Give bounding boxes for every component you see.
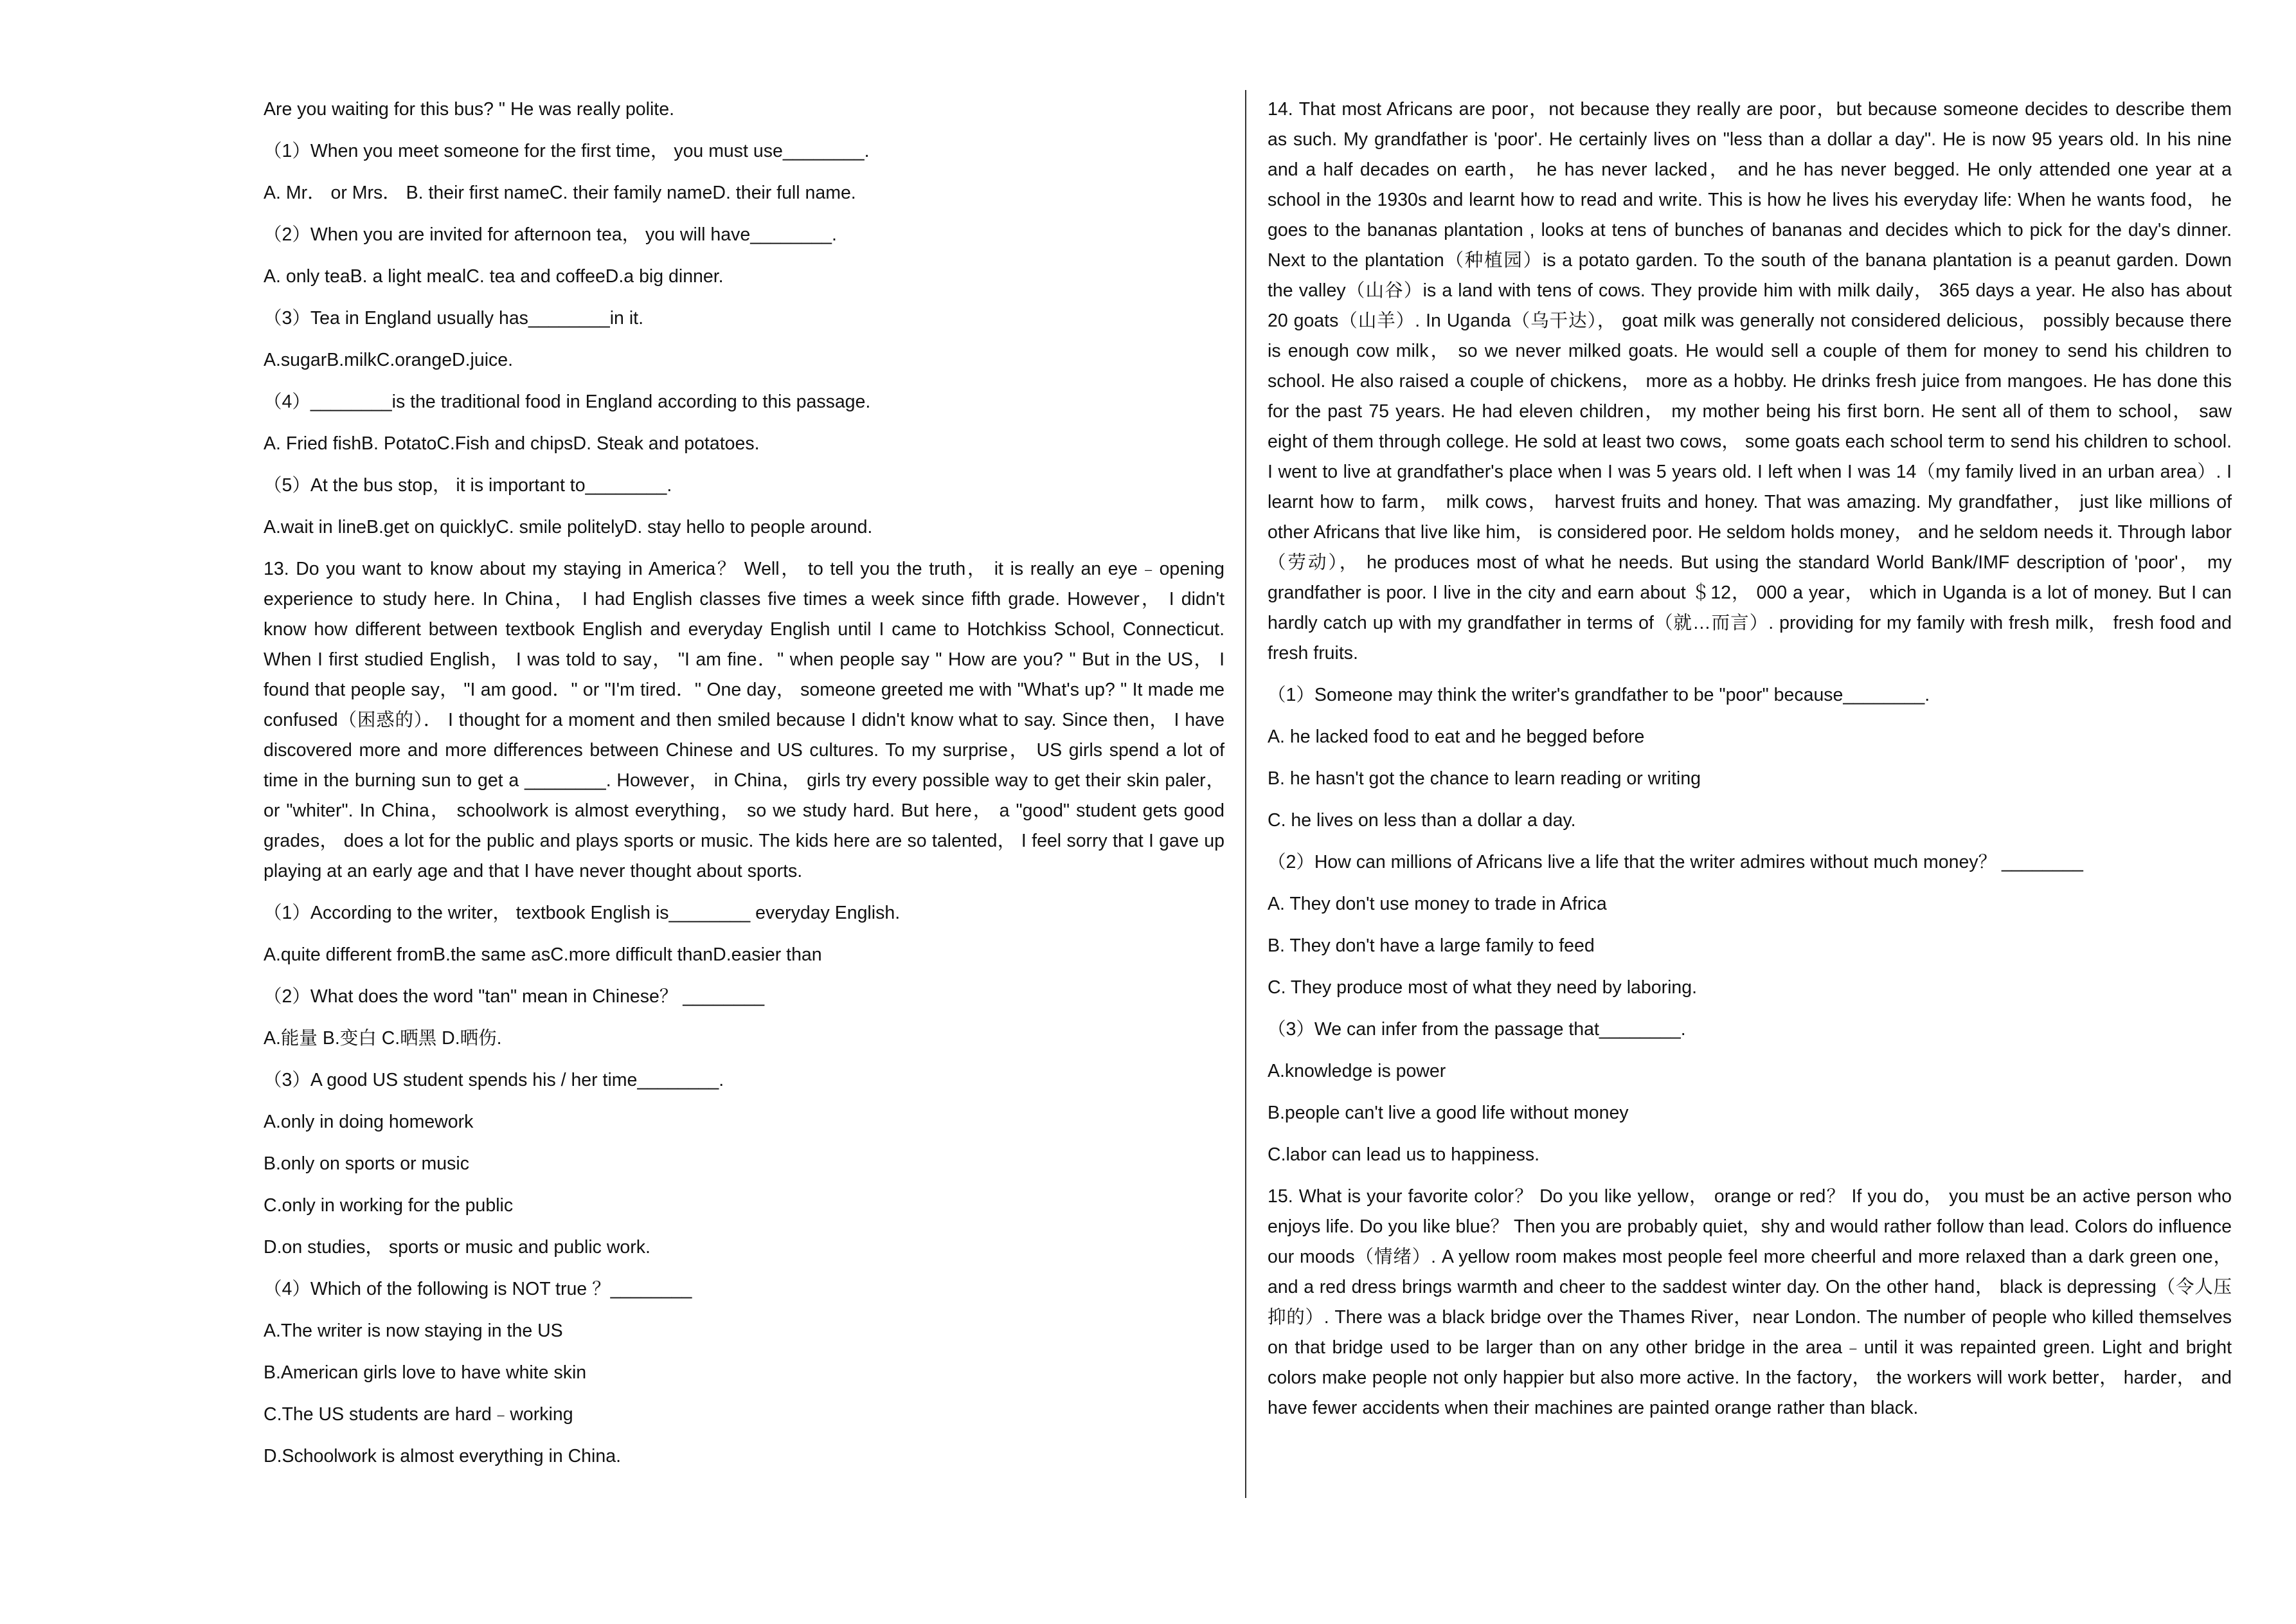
question-13-2: （2）What does the word "tan" mean in Chinese？ ________ <box>264 986 765 1007</box>
column-divider <box>1245 90 1246 1498</box>
options-13-1: A.quite different fromB.the same asC.more difficult thanD.easier than <box>264 944 822 965</box>
options-12-3: A.sugarB.milkC.orangeD.juice. <box>264 350 514 370</box>
option-13-4-b: B.American girls love to have white skin <box>264 1362 587 1383</box>
option-14-3-b: B.people can't live a good life without money <box>1268 1103 1629 1123</box>
options-12-1: A. Mr． or Mrs． B. their first nameC. their family nameD. their full name. <box>264 183 856 203</box>
option-13-4-a: A.The writer is now staying in the US <box>264 1321 563 1341</box>
question-14-3: （3）We can infer from the passage that________. <box>1268 1019 1686 1040</box>
option-13-4-d: D.Schoolwork is almost everything in China. <box>264 1446 621 1466</box>
option-13-4-c: C.The US students are hard﹣working <box>264 1404 573 1425</box>
question-14-2: （2）How can millions of Africans live a life that the writer admires without much money？ ________ <box>1268 852 2083 872</box>
question-13-4: （4）Which of the following is NOT true ？________ <box>264 1279 692 1299</box>
question-12-2: （2）When you are invited for afternoon tea， you will have________. <box>264 224 837 245</box>
question-14-1: （1）Someone may think the writer's grandfather to be "poor" because________. <box>1268 685 1930 705</box>
options-12-5: A.wait in lineB.get on quicklyC. smile politelyD. stay hello to people around. <box>264 517 873 537</box>
passage-14: 14. That most Africans are poor，not because they really are poor，but because someone decides to describe them as such. My grandfather is 'poor'. He certainly lives on "less than a dollar a day". He is now 95 years old. In his nine and a half decades on earth， he has never lacked， and he has never begged. He only attended one year at a school in the 1930s and learnt how to read and write. This is how he lives his everyday life: When he wants food， he goes to the bananas plantation , looks at tens of bunches of bananas and decides which to pick for the day's dinner. Next to the plantation（种植园）is a potato garden. To the south of the banana plantation is a peanut garden. Down the valley（山谷）is a land with tens of cows. They provide him with milk daily， 365 days a year. He also has about 20 goats（山羊）. In Uganda（乌干达）， goat milk was generally not considered delicious， possibly because there is enough cow milk， so we never milked goats. He would sell a couple of them for money to send his children to school. He also raised a couple of chickens， more as a hobby. He drinks fresh juice from mangoes. He has done this for the past 75 years. He had eleven children， my mother being his first born. He sent all of them to school， saw eight of them through college. He sold at least two cows， some goats each school term to send his children to school. I went to live at grandfather's place when I was 5 years old. I left when I was 14（my family lived in an urban area）. I learnt how to farm， milk cows， harvest fruits and honey. That was amazing. My grandfather， just like millions of other Africans that live like him， is considered poor. He seldom holds money， and he seldom needs it. Through labor（劳动）， he produces most of what he needs. But using the standard World Bank/IMF description of 'poor'， my grandfather is poor. I live in the city and earn about ＄12， 000 a year， which in Uganda is a lot of money. But I can hardly catch up with my grandfather in terms of（就…而言）. providing for my family with fresh milk， fresh food and fresh fruits. <box>1268 99 2232 663</box>
options-12-2: A. only teaB. a light mealC. tea and coffeeD.a big dinner. <box>264 266 724 287</box>
question-13-3: （3）A good US student spends his / her time________. <box>264 1070 724 1090</box>
right-column <box>1268 95 2232 1435</box>
question-12-4: （4）________is the traditional food in England according to this passage. <box>264 392 871 412</box>
question-12-5: （5）At the bus stop， it is important to________. <box>264 475 672 496</box>
option-13-3-d: D.on studies， sports or music and public work. <box>264 1237 650 1258</box>
option-14-3-c: C.labor can lead us to happiness. <box>1268 1144 1540 1165</box>
passage-tail: Are you waiting for this bus? " He was really polite. <box>264 99 674 120</box>
option-13-3-a: A.only in doing homework <box>264 1112 474 1132</box>
question-13-1: （1）According to the writer， textbook English is________ everyday English. <box>264 903 901 923</box>
passage-13: 13. Do you want to know about my staying in America？ Well， to tell you the truth， it is really an eye﹣opening experience to study here. In China， I had English classes five times a week since fifth grade. However， I didn't know how different between textbook English and everyday English until I came to Hotchkiss School, Connecticut. When I first studied English， I was told to say， "I am fine．" when people say " How are you? " But in the US， I found that people say， "I am good．" or "I'm tired．" One day， someone greeted me with "What's up? " It made me confused（困惑的）． I thought for a moment and then smiled because I didn't know what to say. Since then， I have discovered more and more differences between Chinese and US cultures. To my surprise， US girls spend a lot of time in the burning sun to get a ________. However， in China， girls try every possible way to get their skin paler， or "whiter". In China， schoolwork is almost everything， so we study hard. But here， a "good" student gets good grades， does a lot for the public and plays sports or music. The kids here are so talented， I feel sorry that I gave up playing at an early age and that I have never thought about sports. <box>264 559 1224 881</box>
options-12-4: A. Fried fishB. PotatoC.Fish and chipsD. Steak and potatoes. <box>264 433 760 454</box>
option-14-1-c: C. he lives on less than a dollar a day. <box>1268 810 1576 831</box>
option-13-3-c: C.only in working for the public <box>264 1195 514 1216</box>
option-14-1-a: A. he lacked food to eat and he begged before <box>1268 726 1645 747</box>
options-13-2: A.能量 B.变白 C.晒黑 D.晒伤. <box>264 1028 502 1049</box>
passage-15: 15. What is your favorite color？ Do you like yellow， orange or red？ If you do， you must be an active person who enjoys life. Do you like blue？ Then you are probably quiet，shy and would rather follow than lead. Colors do influence our moods（情绪）. A yellow room makes most people feel more cheerful and more relaxed than a dark green one， and a red dress brings warmth and cheer to the saddest winter day. On the other hand， black is depressing（令人压抑的）. There was a black bridge over the Thames River，near London. The number of people who killed themselves on that bridge used to be larger than on any other bridge in the area﹣until it was repainted green. Light and bright colors make people not only happier but also more active. In the factory， the workers will work better， harder， and have fewer accidents when their machines are painted orange rather than black. <box>1268 1186 2232 1418</box>
option-14-2-a: A. They don't use money to trade in Africa <box>1268 894 1607 914</box>
left-column <box>264 95 1224 1483</box>
option-14-3-a: A.knowledge is power <box>1268 1061 1446 1081</box>
option-14-2-b: B. They don't have a large family to feed <box>1268 935 1595 956</box>
option-13-3-b: B.only on sports or music <box>264 1153 469 1174</box>
option-14-2-c: C. They produce most of what they need by laboring. <box>1268 977 1698 998</box>
question-12-1: （1）When you meet someone for the first time， you must use________. <box>264 141 870 161</box>
question-12-3: （3）Tea in England usually has________in it. <box>264 308 643 329</box>
option-14-1-b: B. he hasn't got the chance to learn reading or writing <box>1268 768 1701 789</box>
